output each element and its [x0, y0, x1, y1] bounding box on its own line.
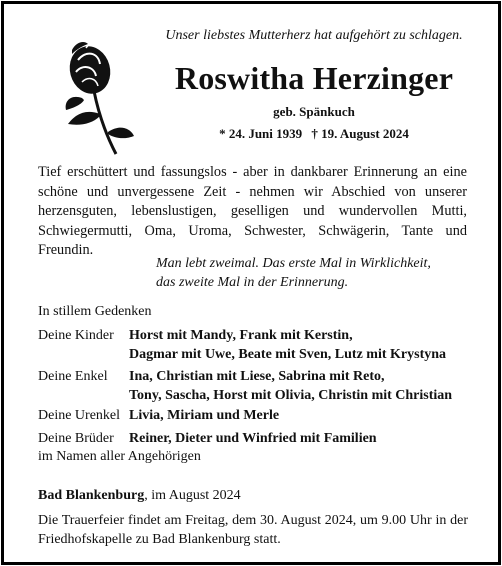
group-names	[129, 429, 377, 448]
quote-line-2: das zweite Mal in der Erinnerung.	[156, 275, 349, 290]
group-names	[129, 367, 452, 405]
rose-icon	[64, 36, 134, 156]
names-line: Tony, Sascha, Horst mit Olivia, Christin mit Christian	[129, 388, 453, 403]
place-date-line	[38, 488, 241, 504]
group-label: Deine Enkel	[38, 369, 108, 384]
quote-line-1: Man lebt zweimal. Das erste Mal in Wirklichkeit,	[156, 256, 431, 271]
group-label: Deine Brüder	[38, 431, 114, 446]
group-names	[129, 406, 279, 425]
names-line: Reiner, Dieter und Winfried mit Familien	[129, 431, 377, 446]
mourning-intro: In stillem Gedenken	[38, 304, 152, 319]
group-names	[129, 326, 446, 364]
deceased-name: Roswitha Herzinger	[174, 60, 454, 96]
group-label: Deine Urenkel	[38, 408, 121, 423]
motto-line: Unser liebstes Mutterherz hat aufgehört zu schlagen.	[165, 28, 463, 43]
funeral-announcement: Die Trauerfeier findet am Freitag, dem 30. August 2024, um 9.00 Uhr in der Friedhofskapelle zu Bad Blankenburg statt.	[38, 513, 468, 547]
life-dates	[154, 126, 474, 142]
birth-name: geb. Spänkuch	[273, 104, 355, 119]
names-line: Dagmar mit Uwe, Beate mit Sven, Lutz mit Krystyna	[129, 347, 447, 362]
birth-date: * 24. Juni 1939	[219, 126, 303, 141]
names-line: Horst mit Mandy, Frank mit Kerstin,	[129, 328, 353, 343]
obituary-notice	[1, 1, 501, 565]
date-text: , im August 2024	[144, 488, 241, 503]
names-line: Livia, Miriam und Merle	[129, 408, 280, 423]
memorial-quote	[156, 254, 476, 292]
death-date: † 19. August 2024	[311, 126, 409, 141]
names-line: Ina, Christian mit Liese, Sabrina mit Reto,	[129, 369, 385, 384]
relatives-line: im Namen aller Angehörigen	[38, 449, 201, 464]
farewell-message: Tief erschüttert und fassungslos - aber in dankbarer Erinnerung an eine schöne und unvergessene Zeit - nehmen wir Abschied von unserer herzensguten, lebenslustigen, geselligen und wundervollen Mutti, Schwiegermutti, Oma, Uroma, Schwester, Schwägerin, Tante und Freundin.	[38, 164, 467, 258]
group-label: Deine Kinder	[38, 328, 114, 343]
place-name: Bad Blankenburg	[38, 488, 145, 503]
